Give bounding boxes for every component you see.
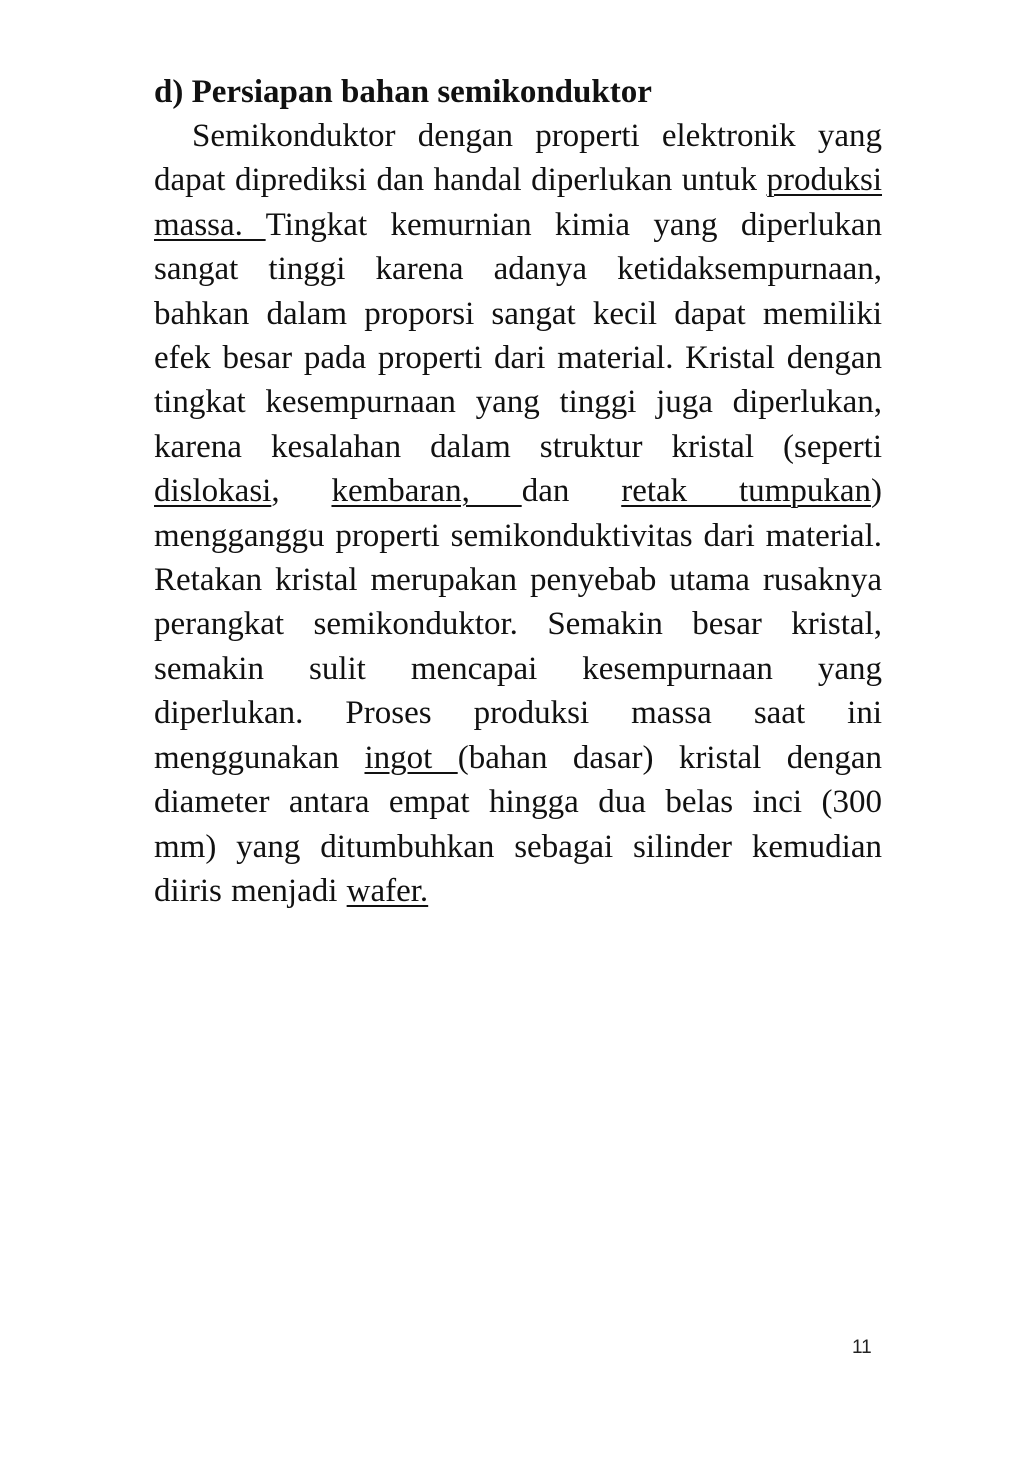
section-heading: d) Persiapan bahan semikonduktor [154, 74, 652, 110]
page-number: 11 [852, 1337, 872, 1358]
document-page [154, 70, 882, 913]
link-kembaran[interactable]: kembaran, [331, 473, 522, 510]
link-retak-tumpukan[interactable]: retak tumpukan [621, 473, 872, 510]
text-segment: , [271, 473, 332, 510]
body-paragraph [154, 114, 882, 913]
text-segment: (bahan dasar) kristal dengan diameter antara empat hingga dua belas inci (300 mm) yang ditumbuhkan sebagai silinder kemudian diiris menjadi [154, 739, 882, 909]
link-produksi-massa[interactable]: produksi massa. [154, 162, 882, 243]
link-dislokasi[interactable]: dislokasi [154, 473, 272, 510]
link-wafer[interactable]: wafer. [346, 872, 429, 909]
text-segment: Tingkat kemurnian kimia yang diperlukan sangat tinggi karena adanya ketidaksempurnaan, bahkan dalam proporsi sangat kecil dapat memiliki efek besar pada properti dari material. Kristal dengan tingkat kesempurnaan yang tinggi juga diperlukan, karena kesalahan dalam struktur kristal (seperti [154, 206, 882, 465]
text-segment: dan [521, 473, 622, 510]
link-ingot[interactable]: ingot [364, 739, 458, 776]
text-segment: ) mengganggu properti semikonduktivitas dari material. Retakan kristal merupakan penyebab utama rusaknya perangkat semikonduktor. Semakin besar kristal, semakin sulit mencapai kesempurnaan yang diperlukan. Proses produksi massa saat ini menggunakan [154, 473, 883, 776]
text-segment: Semikonduktor dengan properti elektronik yang dapat diprediksi dan handal diperlukan untuk [154, 118, 882, 199]
